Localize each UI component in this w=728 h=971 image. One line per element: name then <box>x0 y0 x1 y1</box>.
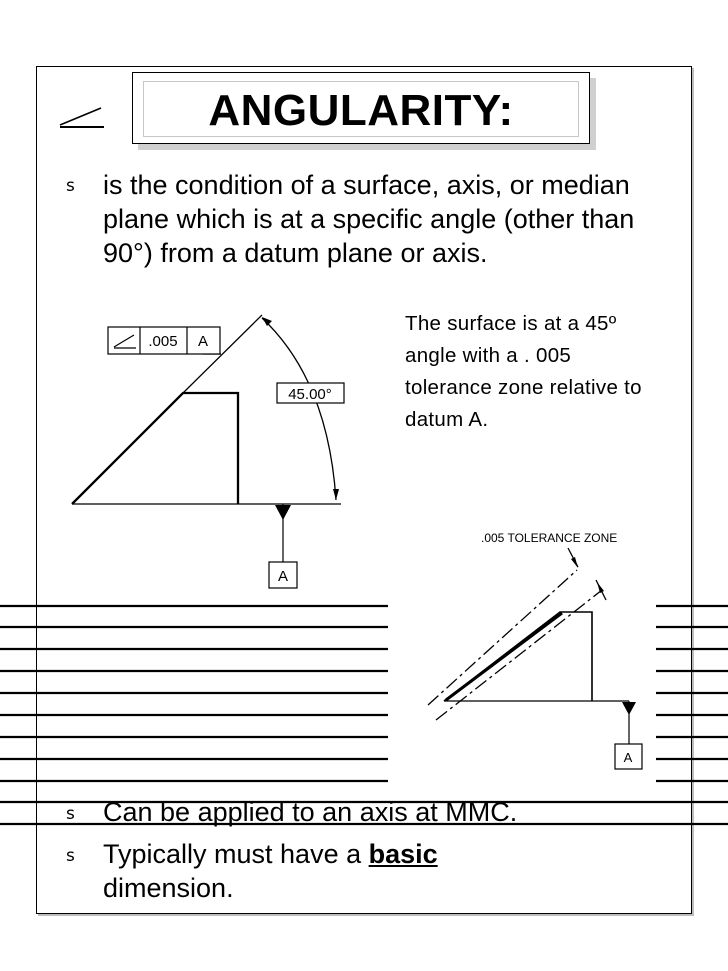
bullet-basic-suffix: dimension. <box>103 873 234 903</box>
datum-triangle-icon <box>622 702 636 715</box>
angle-dimension-label: 45.00° <box>288 386 332 403</box>
bullet-basic-prefix: Typically must have a <box>103 839 369 869</box>
fcf-tolerance: .005 <box>148 333 178 350</box>
basic-keyword: basic <box>368 839 438 869</box>
definition-text: is the condition of a surface, axis, or median plane which is at a specific angle (other than 90°) from a datum plane or axis. <box>103 170 635 268</box>
bullet-basic-dimension <box>103 837 663 905</box>
bullet-marker: s <box>66 176 75 196</box>
tolerance-zone-label: .005 TOLERANCE ZONE <box>481 531 618 545</box>
bullet-mmc-text: Can be applied to an axis at MMC. <box>103 797 518 827</box>
fig1-datum-label: A <box>277 568 289 585</box>
bullet-marker: s <box>66 846 75 866</box>
fcf-datum: A <box>197 333 209 350</box>
fig2-datum-label: A <box>623 750 633 765</box>
bullet-marker: s <box>66 804 75 824</box>
page-title: ANGULARITY: <box>208 86 514 135</box>
figure-note: The surface is at a 45º angle with a . 005 tolerance zone relative to datum A. <box>405 312 642 431</box>
